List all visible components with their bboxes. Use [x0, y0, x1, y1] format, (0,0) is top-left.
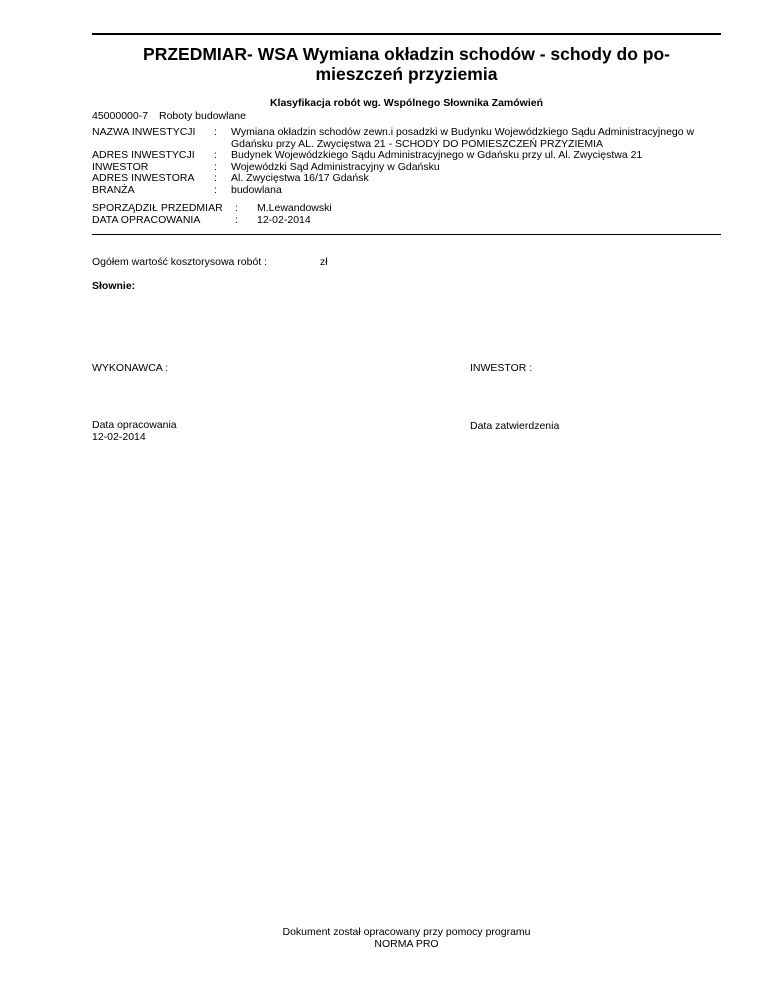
- field-colon: :: [235, 213, 238, 226]
- field-label: ADRES INWESTORA: [92, 172, 195, 185]
- classification-heading: Klasyfikacja robót wg. Wspólnego Słownika Zamówień: [269, 97, 544, 109]
- preparation-date-block: [92, 420, 177, 443]
- field-value-line-1: Wymiana okładzin schodów zewn.i posadzki w Budynku Wojewódzkiego Sądu Administracyjnego w: [231, 126, 695, 138]
- contractor-label: WYKONAWCA :: [92, 362, 169, 374]
- prepared-info: [92, 203, 727, 226]
- field-investor-address: [92, 173, 701, 185]
- field-label: INWESTOR: [92, 160, 149, 173]
- amount-in-words-label: Słownie:: [92, 280, 136, 292]
- investment-info: [92, 127, 701, 197]
- approval-date-label: Data zatwierdzenia: [470, 420, 560, 432]
- section-divider: [92, 234, 721, 235]
- cpv-row: [92, 110, 246, 122]
- field-label: NAZWA INWESTYCJI: [92, 126, 196, 138]
- field-label: SPORZĄDZIŁ PRZEDMIAR: [92, 202, 223, 214]
- field-branch: [92, 185, 701, 197]
- field-label: ADRES INWESTYCJI: [92, 149, 195, 162]
- field-colon: :: [235, 202, 238, 214]
- footer-line-2: NORMA PRO: [374, 937, 439, 950]
- currency-label: zł: [320, 256, 328, 268]
- field-preparation-date: [92, 215, 727, 227]
- total-cost-row: [92, 256, 328, 268]
- field-colon: :: [214, 183, 217, 196]
- field-value: Al. Zwycięstwa 16/17 Gdańsk: [231, 172, 369, 185]
- field-colon: :: [214, 149, 217, 162]
- field-investment-name: [92, 127, 701, 150]
- field-value: budowlana: [231, 183, 282, 196]
- cpv-code: 45000000-7: [92, 110, 149, 122]
- preparation-date-value: 12-02-2014: [92, 430, 146, 443]
- preparation-date-label: Data opracowania: [92, 419, 177, 431]
- field-value: M.Lewandowski: [257, 202, 332, 214]
- document-title: [92, 44, 721, 84]
- title-line-1: PRZEDMIAR- WSA Wymiana okładzin schodów - schody do po-: [143, 44, 670, 64]
- field-colon: :: [214, 172, 217, 185]
- field-value-line-2: Gdańsku przy AL. Zwycięstwa 21 - SCHODY DO POMIESZCZEŃ PRZYZIEMIA: [231, 137, 604, 150]
- field-colon: :: [214, 160, 217, 173]
- field-label: DATA OPRACOWANIA: [92, 213, 201, 226]
- top-rule: [92, 33, 721, 35]
- cpv-name: Roboty budowlane: [159, 110, 246, 122]
- title-line-2: mieszczeń przyziemia: [315, 64, 498, 84]
- field-prepared-by: [92, 203, 727, 215]
- field-value: 12-02-2014: [257, 213, 311, 226]
- footer-note: [92, 927, 721, 950]
- field-colon: :: [214, 126, 217, 138]
- investor-signature-label: INWESTOR :: [470, 362, 533, 374]
- total-cost-label: Ogółem wartość kosztorysowa robót :: [92, 256, 268, 268]
- field-value: [231, 127, 701, 150]
- field-value: Wojewódzki Sąd Administracyjny w Gdańsku: [231, 160, 440, 173]
- field-label: BRANŻA: [92, 183, 135, 196]
- field-value: Budynek Wojewódzkiego Sądu Administracyjnego w Gdańsku przy ul. Al. Zwycięstwa 21: [231, 149, 643, 162]
- footer-line-1: Dokument został opracowany przy pomocy programu: [282, 926, 531, 938]
